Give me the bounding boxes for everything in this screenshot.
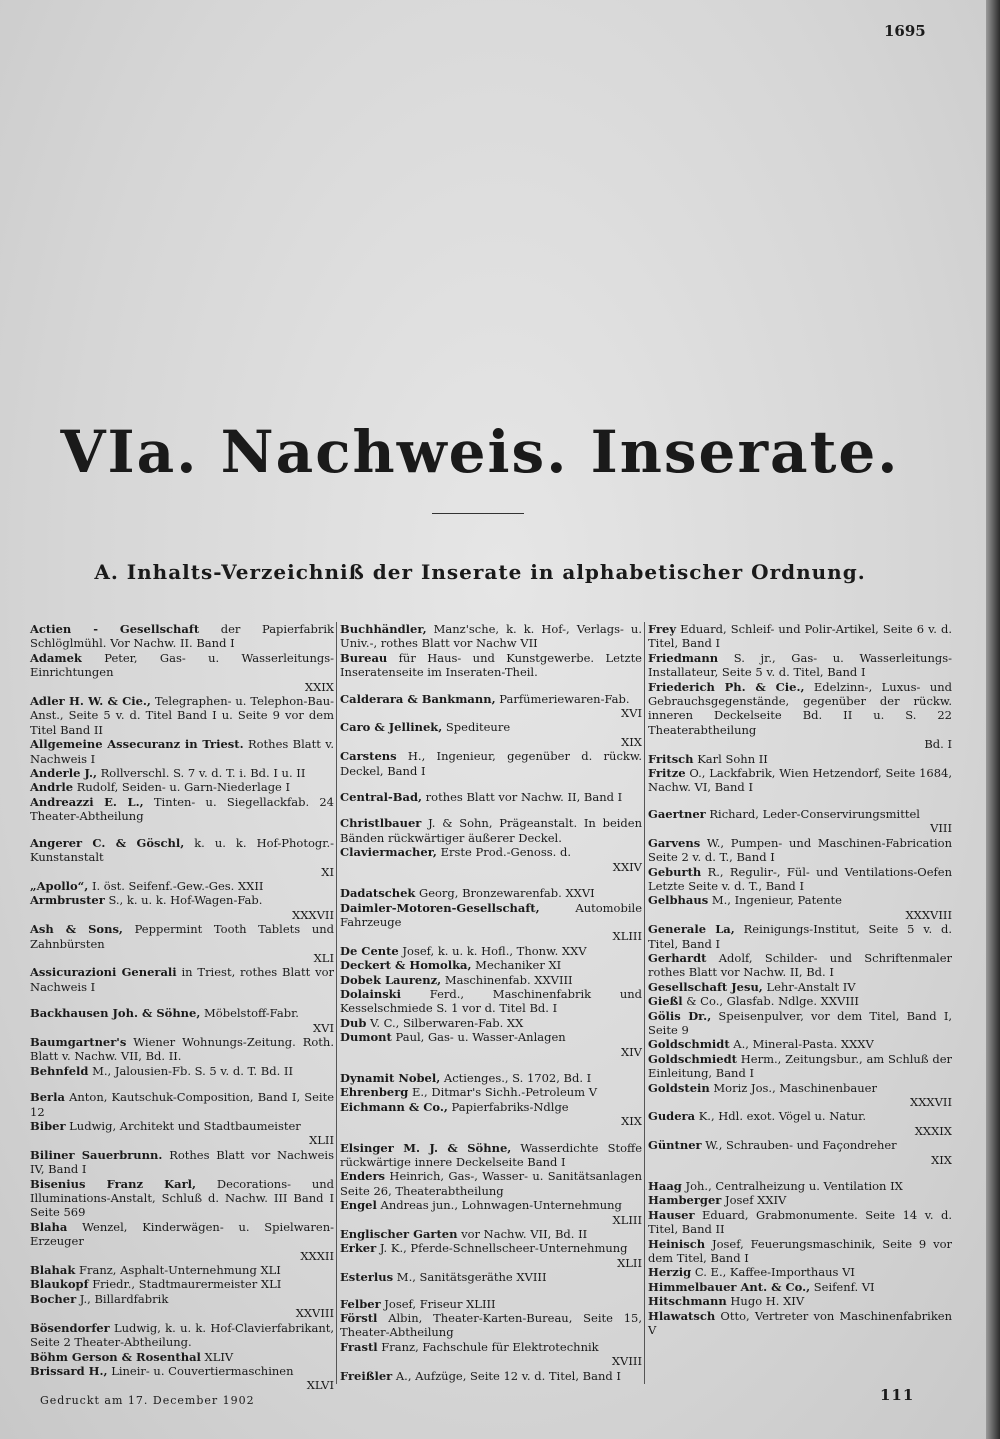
index-entry (30, 1220, 334, 1263)
entry-name: Adler H. W. & Cie., (30, 694, 151, 709)
index-entry (648, 766, 952, 795)
entry-text: Telegraphen- u. Telephon-Bau-Anst., Seite 5 v. d. Titel Band I u. Seite 9 vor dem Titel Band II (30, 694, 335, 737)
entry-text: Josef, k. u. k. Hofl., Thonw. XXV (402, 943, 587, 958)
entry-name: Hlawatsch (648, 1308, 716, 1323)
entry-name: Friedmann (648, 650, 719, 665)
entry-name: Esterlus (340, 1270, 394, 1285)
index-entry (30, 1064, 334, 1078)
entry-text: Heinrich, Gas-, Wasser- u. Sanitätsanlagen Seite 26, Theaterabtheilung (340, 1169, 642, 1198)
index-entry (30, 780, 334, 794)
entry-name: Dumont (340, 1030, 392, 1045)
index-entry (340, 1100, 642, 1129)
index-entry (648, 1138, 952, 1167)
index-entry (648, 922, 952, 951)
index-entry (340, 1270, 642, 1284)
entry-text: Richard, Leder-Conservirungsmittel (709, 806, 920, 821)
entry-text: Mechaniker XI (475, 958, 562, 973)
entry-text: O., Lackfabrik, Wien Hetzendorf, Seite 1684, Nachw. VI, Band I (648, 766, 952, 795)
entry-text: Franz, Fachschule für Elektrotechnik (381, 1339, 599, 1354)
entry-name: Gerhardt (648, 950, 707, 965)
entry-text: Decorations- und Illuminations-Anstalt, Schluß d. Nachw. III Band I Seite 569 (30, 1176, 334, 1220)
index-entry (340, 816, 642, 845)
index-entry (648, 651, 952, 680)
entry-text: für Haus- und Kunstgewerbe. Letzte Inseratenseite im Inseraten-Theil. (340, 650, 642, 680)
entry-text: Rollverschl. S. 7 v. d. T. i. Bd. I u. II (100, 766, 306, 781)
entry-text: Lineir- u. Couvertiermaschinen (111, 1363, 294, 1378)
entry-name: Felber (340, 1296, 381, 1311)
entry-reference: XI (321, 864, 334, 879)
index-entry (648, 1037, 952, 1051)
index-entry (30, 1148, 334, 1177)
entry-text: Albin, Theater-Karten-Bureau, Seite 15, Theater-Abtheilung (340, 1311, 642, 1340)
entry-name: Buchhändler, (340, 622, 427, 636)
entry-name: Andreazzi E. L., (30, 794, 144, 809)
entry-text: Lehr-Anstalt IV (766, 979, 856, 994)
entry-name: Bisenius Franz Karl, (30, 1176, 197, 1191)
index-entry (30, 1090, 334, 1119)
index-entry (30, 1263, 334, 1277)
entry-text: Ludwig, k. u. k. Hof-Clavierfabrikant, Seite 2 Theater-Abtheilung. (30, 1320, 335, 1350)
entry-name: Dadatschek (340, 886, 416, 901)
entry-name: Frey (648, 622, 677, 636)
entry-name: „Apollo“, (30, 878, 89, 893)
index-entry (340, 1241, 642, 1270)
entry-reference: XVI (312, 1020, 334, 1035)
index-entry (340, 1297, 642, 1311)
index-entry (648, 1280, 952, 1294)
entry-reference: XLIII (612, 929, 642, 944)
page-title: VIa. Nachweis. Inserate. (60, 418, 900, 486)
entry-name: Carstens (340, 749, 397, 764)
entry-name: Erker (340, 1241, 377, 1256)
entry-text: Josef XXIV (724, 1193, 787, 1208)
index-entry (30, 1035, 334, 1064)
entry-reference: XXXVII (292, 907, 334, 922)
entry-name: Blahak (30, 1263, 76, 1278)
index-entry (30, 1119, 334, 1148)
entry-text: M., Sanitätsgeräthe XVIII (396, 1270, 547, 1285)
index-entry (340, 1141, 642, 1170)
index-entry (648, 1237, 952, 1266)
index-entry (648, 980, 952, 994)
index-entry (340, 720, 642, 749)
entry-text: Herm., Zeitungsbur., am Schluß der Einleitung, Band I (648, 1051, 953, 1081)
index-column-2 (340, 622, 642, 1384)
entry-text: Wenzel, Kinderwägen- u. Spielwaren-Erzeuger (30, 1219, 334, 1249)
entry-text: H., Ingenieur, gegenüber d. rückw. Deckel, Band I (340, 749, 642, 778)
index-entry (340, 987, 642, 1016)
index-entry (648, 836, 952, 865)
entry-name: Goldschmiedt (648, 1051, 737, 1066)
index-entry (340, 1016, 642, 1030)
entry-text: Josef, Feuerungsmaschinik, Seite 9 vor dem Titel, Band I (648, 1236, 952, 1266)
entry-name: Engel (340, 1198, 377, 1213)
entry-reference: XLI (313, 950, 334, 965)
entry-name: Blaukopf (30, 1277, 89, 1292)
entry-name: Gelbhaus (648, 893, 709, 908)
entry-name: Berla (30, 1090, 65, 1105)
index-entry (648, 807, 952, 836)
entry-name: Goldschmidt (648, 1037, 730, 1052)
index-entry (340, 973, 642, 987)
index-entry (648, 951, 952, 980)
index-entry (30, 694, 334, 737)
entry-text: rothes Blatt vor Nachw. II, Band I (425, 790, 623, 805)
entry-text: k. u. k. Hof-Photogr.-Kunstanstalt (30, 835, 335, 865)
index-entry (648, 1052, 952, 1081)
entry-name: Geburth (648, 864, 702, 879)
index-entry (648, 1309, 952, 1338)
entry-text: in Triest, rothes Blatt vor Nachweis I (30, 965, 334, 994)
entry-text: M., Jalousien-Fb. S. 5 v. d. T. Bd. II (92, 1063, 294, 1078)
entry-name: Dub (340, 1015, 367, 1030)
entry-text: Reinigungs-Institut, Seite 5 v. d. Titel, Band I (648, 922, 953, 951)
entry-text: Paul, Gas- u. Wasser-Anlagen (395, 1030, 566, 1045)
entry-text: W., Pumpen- und Maschinen-Fabrication Seite 2 v. d. T., Band I (648, 835, 952, 865)
index-entry (340, 692, 642, 721)
entry-text: Joh., Centralheizung u. Ventilation IX (685, 1179, 903, 1194)
entry-text: Eduard, Grabmonumente. Seite 14 v. d. Titel, Band II (648, 1207, 953, 1237)
entry-name: Behnfeld (30, 1063, 89, 1078)
entry-text: Andreas jun., Lohnwagen-Unternehmung (380, 1198, 622, 1213)
entry-name: Gaertner (648, 806, 706, 821)
entry-name: Biber (30, 1119, 66, 1133)
entry-name: Hitschmann (648, 1294, 727, 1309)
entry-text: W., Schrauben- und Façondreher (705, 1138, 897, 1153)
entry-text: Spediteure (445, 720, 511, 735)
index-entry (30, 622, 334, 651)
index-entry (648, 680, 952, 752)
entry-text: Josef, Friseur XLIII (384, 1296, 496, 1311)
index-entry (340, 1198, 642, 1227)
entry-name: Enders (340, 1169, 386, 1184)
entry-name: Armbruster (30, 893, 105, 908)
entry-name: Baumgartner's (30, 1034, 127, 1049)
index-entry (340, 845, 642, 874)
entry-name: Gesellschaft Jesu, (648, 979, 763, 994)
index-entry (30, 879, 334, 893)
entry-name: Güntner (648, 1138, 702, 1153)
entry-name: Garvens (648, 835, 701, 850)
index-entry (340, 622, 642, 651)
index-entry (648, 865, 952, 894)
index-entry (30, 836, 334, 879)
entry-text: R., Regulir-, Fül- und Ventilations-Oefen Letzte Seite v. d. T., Band I (648, 864, 953, 893)
index-column-1 (30, 622, 335, 1393)
title-divider (432, 513, 524, 514)
print-date: Gedruckt am 17. December 1902 (40, 1394, 255, 1407)
entry-reference: XXXIX (914, 1123, 952, 1138)
entry-name: Brissard H., (30, 1363, 108, 1378)
entry-name: Christlbauer (340, 816, 422, 831)
index-entry (340, 1311, 642, 1340)
entry-reference: VIII (930, 821, 952, 836)
page-number: 1695 (884, 22, 926, 40)
entry-reference: XIV (620, 1044, 642, 1059)
entry-text: Peter, Gas- u. Wasserleitungs-Einrichtungen (30, 650, 334, 680)
entry-name: Hamberger (648, 1193, 722, 1208)
index-entry (30, 1006, 334, 1035)
entry-text: S., k. u. k. Hof-Wagen-Fab. (108, 893, 263, 908)
index-entry (30, 1277, 334, 1291)
entry-name: Calderara & Bankmann, (340, 691, 496, 706)
index-entry (648, 1265, 952, 1279)
entry-text: Seifenf. VI (813, 1279, 875, 1294)
index-entry (30, 1292, 334, 1321)
entry-text: Anton, Kautschuk-Composition, Band I, Seite 12 (30, 1090, 335, 1119)
column-divider-2 (644, 622, 645, 1384)
entry-text: vor Nachw. VII, Bd. II (461, 1227, 588, 1242)
index-entry (30, 737, 334, 766)
entry-text: A., Mineral-Pasta. XXXV (733, 1037, 874, 1052)
entry-name: Bocher (30, 1291, 77, 1306)
entry-text: der Papierfabrik Schlöglmühl. Vor Nachw. II. Band I (30, 622, 335, 651)
entry-reference: XVIII (611, 1354, 642, 1369)
entry-text: Moriz Jos., Maschinenbauer (713, 1080, 877, 1095)
index-entry (30, 1364, 334, 1393)
entry-text: Ludwig, Architekt und Stadtbaumeister (69, 1119, 301, 1133)
sheet-number: 111 (880, 1386, 915, 1404)
entry-name: Friederich Ph. & Cie., (648, 679, 805, 694)
entry-name: Frastl (340, 1339, 378, 1354)
entry-name: Haag (648, 1179, 682, 1194)
index-entry (340, 1071, 642, 1085)
entry-name: Generale La, (648, 922, 735, 937)
entry-reference: XIX (621, 734, 642, 749)
entry-text: Karl Sohn II (697, 751, 768, 766)
index-entry (648, 1109, 952, 1138)
entry-text: XLIV (204, 1349, 234, 1364)
index-entry (30, 766, 334, 780)
entry-text: Wiener Wohnungs-Zeitung. Roth. Blatt v. Nachw. VII, Bd. II. (30, 1034, 334, 1064)
entry-name: Blaha (30, 1219, 68, 1234)
entry-text: Möbelstoff-Fabr. (204, 1006, 299, 1021)
entry-text: Hugo H. XIV (730, 1294, 805, 1309)
index-entry (340, 958, 642, 972)
entry-name: Himmelbauer Ant. & Co., (648, 1279, 811, 1294)
index-entry (30, 965, 334, 994)
index-entry (30, 651, 334, 694)
entry-reference: XLII (617, 1255, 642, 1270)
section-subtitle: A. Inhalts-Verzeichniß der Inserate in alphabetischer Ordnung. (94, 560, 866, 584)
entry-text: J. & Sohn, Prägeanstalt. In beiden Bänden rückwärtiger äußerer Deckel. (340, 816, 642, 845)
index-entry (30, 893, 334, 922)
index-entry (30, 795, 334, 824)
entry-name: Heinisch (648, 1236, 706, 1251)
entry-text: I. öst. Seifenf.-Gew.-Ges. XXII (91, 878, 264, 893)
entry-text: A., Aufzüge, Seite 12 v. d. Titel, Band I (395, 1368, 621, 1383)
entry-name: Elsinger M. J. & Söhne, (340, 1140, 512, 1155)
index-entry (648, 893, 952, 922)
index-entry (30, 1177, 334, 1220)
index-entry (648, 1193, 952, 1207)
index-entry (648, 1294, 952, 1308)
index-entry (648, 1208, 952, 1237)
entry-text: Tinten- u. Siegellackfab. 24 Theater-Abtheilung (30, 794, 334, 824)
index-entry (30, 922, 334, 965)
entry-reference: XXIX (304, 679, 334, 694)
index-entry (648, 752, 952, 766)
entry-text: Peppermint Tooth Tablets und Zahnbürsten (30, 922, 334, 951)
entry-reference: Bd. I (924, 737, 952, 752)
entry-name: De Cente (340, 943, 399, 958)
entry-name: Fritsch (648, 751, 694, 766)
entry-reference: XXXII (300, 1248, 334, 1263)
index-entry (30, 1350, 334, 1364)
entry-name: Angerer C. & Göschl, (30, 835, 185, 850)
index-column-3 (648, 622, 952, 1384)
entry-text: M., Ingenieur, Patente (711, 893, 842, 908)
entry-text: Georg, Bronzewarenfab. XXVI (419, 886, 595, 901)
entry-name: Actien - Gesellschaft (30, 622, 200, 636)
entry-text: Speisenpulver, vor dem Titel, Band I, Seite 9 (648, 1008, 953, 1037)
entry-text: V. C., Silberwaren-Fab. XX (370, 1015, 524, 1030)
entry-reference: XLII (309, 1133, 334, 1148)
entry-name: Gölis Dr., (648, 1008, 712, 1023)
entry-name: Dynamit Nobel, (340, 1070, 441, 1085)
entry-name: Ehrenberg (340, 1085, 409, 1100)
entry-text: E., Ditmar's Sichh.-Petroleum V (411, 1085, 598, 1100)
index-entry (648, 1081, 952, 1110)
entry-text: Actienges., S. 1702, Bd. I (443, 1070, 592, 1085)
index-entry (340, 1030, 642, 1059)
entry-name: Dobek Laurenz, (340, 972, 442, 987)
index-entry (30, 1321, 334, 1350)
entry-text: C. E., Kaffee-Importhaus VI (694, 1265, 855, 1280)
entry-reference: XXXVIII (905, 907, 952, 922)
entry-text: Parfümeriewaren-Fab. (499, 691, 630, 706)
entry-name: Ash & Sons, (30, 922, 123, 937)
entry-reference: XXXVII (910, 1095, 952, 1109)
entry-text: Erste Prod.-Genoss. d. (440, 845, 571, 860)
index-entry (340, 1169, 642, 1198)
index-entry (340, 944, 642, 958)
entry-name: Fritze (648, 766, 686, 781)
index-entry (648, 1179, 952, 1193)
entry-name: Gudera (648, 1109, 696, 1124)
entry-text: Maschinenfab. XXVIII (444, 972, 573, 987)
entry-reference: XIX (931, 1152, 952, 1167)
entry-name: Claviermacher, (340, 845, 437, 860)
index-entry (340, 886, 642, 900)
index-entry (648, 1009, 952, 1038)
entry-name: Englischer Garten (340, 1227, 458, 1242)
entry-name: Eichmann & Co., (340, 1099, 448, 1114)
entry-text: J., Billardfabrik (79, 1291, 169, 1306)
index-entry (340, 749, 642, 778)
entry-reference: XIX (621, 1114, 642, 1129)
entry-name: Dolainski (340, 986, 402, 1001)
entry-name: Anderle J., (30, 766, 97, 781)
entry-text: Manz'sche, k. k. Hof-, Verlags- u. Univ.-, rothes Blatt vor Nachw VII (340, 622, 642, 651)
entry-text: Adolf, Schilder- und Schriftenmaler rothes Blatt vor Nachw. II, Bd. I (648, 950, 953, 980)
entry-text: Friedr., Stadtmaurermeister XLI (92, 1277, 282, 1292)
index-entry (340, 1085, 642, 1099)
index-entry (648, 622, 952, 651)
entry-name: Daimler-Motoren-Gesellschaft, (340, 900, 540, 915)
entry-text: Otto, Vertreter von Maschinenfabriken V (648, 1308, 953, 1338)
entry-name: Böhm Gerson & Rosenthal (30, 1349, 201, 1364)
entry-name: Central-Bad, (340, 790, 423, 805)
column-divider-1 (336, 622, 337, 1384)
entry-name: Herzig (648, 1265, 692, 1280)
entry-name: Andrle (30, 780, 74, 795)
entry-text: J. K., Pferde-Schnellscheer-Unternehmung (379, 1241, 628, 1256)
entry-name: Assicurazioni Generali (30, 965, 177, 980)
index-entry (648, 994, 952, 1008)
entry-text: Franz, Asphalt-Unternehmung XLI (78, 1263, 281, 1278)
entry-text: Eduard, Schleif- und Polir-Artikel, Seite 6 v. d. Titel, Band I (648, 622, 952, 651)
entry-text: Rudolf, Seiden- u. Garn-Niederlage I (76, 780, 291, 795)
entry-name: Gießl (648, 994, 683, 1009)
entry-reference: XLVI (306, 1378, 334, 1393)
index-entry (340, 651, 642, 680)
entry-name: Backhausen Joh. & Söhne, (30, 1006, 201, 1021)
entry-text: Edelzinn-, Luxus- und Gebrauchsgegenstände, gegenüber der rückw. inneren Deckelseite Bd. II u. S. 22 Theaterabtheilung (648, 679, 952, 737)
entry-reference: XXIV (612, 859, 642, 874)
entry-name: Förstl (340, 1311, 378, 1326)
entry-text: Wasserdichte Stoffe rückwärtige innere Deckelseite Band I (340, 1140, 642, 1169)
entry-text: K., Hdl. exot. Vögel u. Natur. (698, 1109, 867, 1124)
entry-reference: XLIII (612, 1212, 642, 1227)
entry-name: Bureau (340, 650, 388, 665)
entry-name: Deckert & Homolka, (340, 958, 472, 973)
entry-text: Automobile Fahrzeuge (340, 900, 642, 929)
entry-reference: XVI (620, 706, 642, 721)
entry-text: & Co., Glasfab. Ndlge. XXVIII (686, 994, 859, 1009)
index-entry (340, 1340, 642, 1369)
entry-name: Hauser (648, 1207, 695, 1222)
page-edge-shadow (986, 0, 1000, 1439)
entry-name: Biliner Sauerbrunn. (30, 1147, 163, 1162)
index-entry (340, 1227, 642, 1241)
entry-text: Rothes Blatt v. Nachweis I (30, 737, 334, 766)
entry-name: Bösendorfer (30, 1320, 110, 1335)
index-entry (340, 1369, 642, 1383)
entry-name: Adamek (30, 650, 82, 665)
entry-reference: XXVIII (295, 1306, 334, 1321)
entry-text: S. jr., Gas- u. Wasserleitungs-Installateur, Seite 5 v. d. Titel, Band I (648, 650, 953, 680)
entry-name: Allgemeine Assecuranz in Triest. (30, 737, 244, 752)
index-entry (340, 790, 642, 804)
entry-name: Caro & Jellinek, (340, 720, 443, 735)
entry-name: Freißler (340, 1368, 393, 1383)
entry-text: Papierfabriks-Ndlge (451, 1099, 569, 1114)
entry-name: Goldstein (648, 1080, 710, 1095)
index-entry (340, 901, 642, 944)
entry-text: Rothes Blatt vor Nachweis IV, Band I (30, 1147, 335, 1177)
entry-text: Ferd., Maschinenfabrik und Kesselschmiede S. 1 vor d. Titel Bd. I (340, 986, 643, 1016)
